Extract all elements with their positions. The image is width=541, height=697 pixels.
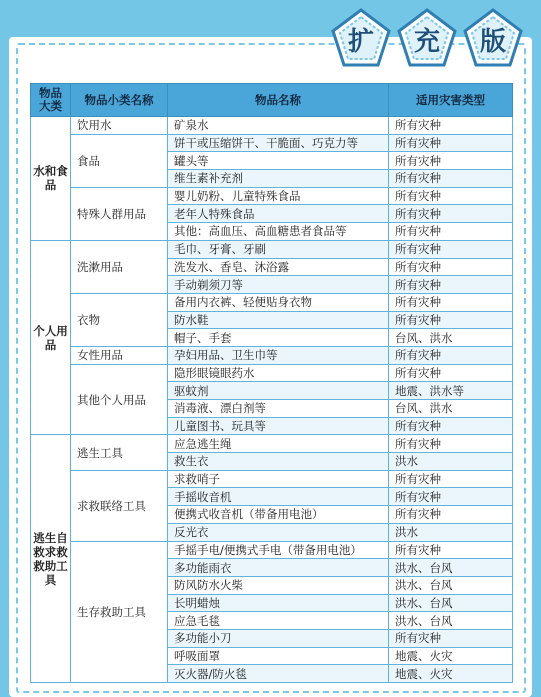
item-cell: 便携式收音机（带备用电池）: [168, 506, 389, 524]
disaster-type-cell: 所有灾种: [389, 240, 513, 258]
disaster-type-cell: 所有灾种: [389, 541, 513, 559]
item-cell: 救生衣: [168, 453, 389, 471]
table-row: [31, 346, 513, 364]
table-row: [31, 435, 513, 453]
header-category: 物品大类: [31, 84, 71, 117]
disaster-type-cell: 所有灾种: [389, 134, 513, 152]
item-cell: 帽子、手套: [168, 329, 389, 347]
subcategory-cell: 洗漱用品: [71, 240, 168, 293]
item-cell: 毛巾、牙膏、牙刷: [168, 240, 389, 258]
item-cell: 备用内衣裤、轻便贴身衣物: [168, 293, 389, 311]
table-row: [31, 364, 513, 382]
disaster-type-cell: 所有灾种: [389, 346, 513, 364]
table-row: [31, 134, 513, 152]
item-cell: 防风防水火柴: [168, 576, 389, 594]
disaster-type-cell: 所有灾种: [389, 506, 513, 524]
item-cell: 老年人特殊食品: [168, 205, 389, 223]
item-cell: 反光衣: [168, 523, 389, 541]
category-cell: 个人用品: [31, 240, 71, 435]
disaster-type-cell: 所有灾种: [389, 488, 513, 506]
disaster-type-cell: 地震、洪水等: [389, 382, 513, 400]
subcategory-cell: 其他个人用品: [71, 364, 168, 435]
item-cell: 呼吸面罩: [168, 647, 389, 665]
disaster-type-cell: 洪水、台风: [389, 612, 513, 630]
item-cell: 防水鞋: [168, 311, 389, 329]
disaster-type-cell: 所有灾种: [389, 170, 513, 188]
badge-2: [397, 8, 457, 68]
item-cell: 多功能小刀: [168, 629, 389, 647]
disaster-type-cell: 所有灾种: [389, 293, 513, 311]
item-cell: 孕妇用品、卫生巾等: [168, 346, 389, 364]
disaster-type-cell: 所有灾种: [389, 470, 513, 488]
disaster-type-cell: 所有灾种: [389, 364, 513, 382]
table-row: [31, 293, 513, 311]
item-cell: 手摇收音机: [168, 488, 389, 506]
item-cell: 维生素补充剂: [168, 170, 389, 188]
item-cell: 长明蜡烛: [168, 594, 389, 612]
disaster-type-cell: 洪水、台风: [389, 594, 513, 612]
edition-badges: [325, 4, 530, 70]
item-cell: 洗发水、香皂、沐浴露: [168, 258, 389, 276]
table-header-row: [31, 84, 513, 117]
item-cell: 求救哨子: [168, 470, 389, 488]
table-row: [31, 187, 513, 205]
disaster-type-cell: 洪水、台风: [389, 576, 513, 594]
category-cell: 逃生自救求救救助工具: [31, 435, 71, 683]
disaster-type-cell: 所有灾种: [389, 187, 513, 205]
item-cell: 灭火器/防火毯: [168, 665, 389, 683]
badge-char-2: 充: [413, 27, 440, 57]
subcategory-cell: 衣物: [71, 293, 168, 346]
subcategory-cell: 逃生工具: [71, 435, 168, 470]
disaster-type-cell: 所有灾种: [389, 258, 513, 276]
disaster-type-cell: 洪水、台风: [389, 559, 513, 577]
header-item: 物品名称: [168, 84, 389, 117]
disaster-type-cell: 所有灾种: [389, 629, 513, 647]
table-row: [31, 470, 513, 488]
item-cell: 饼干或压缩饼干、干脆面、巧克力等: [168, 134, 389, 152]
subcategory-cell: 饮用水: [71, 117, 168, 135]
table-row: [31, 240, 513, 258]
table-body: [31, 117, 513, 683]
disaster-type-cell: 地震、火灾: [389, 647, 513, 665]
disaster-type-cell: 洪水: [389, 523, 513, 541]
badge-char-3: 版: [479, 27, 506, 57]
item-cell: 手摇手电/便携式手电（带备用电池）: [168, 541, 389, 559]
subcategory-cell: 生存救助工具: [71, 541, 168, 683]
subcategory-cell: 求救联络工具: [71, 470, 168, 541]
header-disaster-type: 适用灾害类型: [389, 84, 513, 117]
disaster-type-cell: 所有灾种: [389, 435, 513, 453]
item-cell: 隐形眼镜眼药水: [168, 364, 389, 382]
item-cell: 其他：高血压、高血糖患者食品等: [168, 223, 389, 241]
item-cell: 儿童图书、玩具等: [168, 417, 389, 435]
disaster-type-cell: 所有灾种: [389, 117, 513, 135]
item-cell: 矿泉水: [168, 117, 389, 135]
subcategory-cell: 女性用品: [71, 346, 168, 364]
item-cell: 应急逃生绳: [168, 435, 389, 453]
badge-char-1: 扩: [347, 27, 374, 57]
item-cell: 罐头等: [168, 152, 389, 170]
item-cell: 多功能雨衣: [168, 559, 389, 577]
table-row: [31, 117, 513, 135]
disaster-type-cell: 所有灾种: [389, 276, 513, 294]
disaster-type-cell: 台风、洪水: [389, 329, 513, 347]
supplies-table: [30, 83, 513, 683]
disaster-type-cell: 地震、火灾: [389, 665, 513, 683]
disaster-type-cell: 所有灾种: [389, 223, 513, 241]
header-subcategory: 物品小类名称: [71, 84, 168, 117]
item-cell: 应急毛毯: [168, 612, 389, 630]
badge-1: [331, 8, 391, 68]
item-cell: 驱蚊剂: [168, 382, 389, 400]
subcategory-cell: 食品: [71, 134, 168, 187]
disaster-type-cell: 洪水: [389, 453, 513, 471]
disaster-type-cell: 所有灾种: [389, 205, 513, 223]
category-cell: 水和食品: [31, 117, 71, 241]
item-cell: 婴儿奶粉、儿童特殊食品: [168, 187, 389, 205]
disaster-type-cell: 所有灾种: [389, 417, 513, 435]
disaster-type-cell: 台风、洪水: [389, 400, 513, 418]
item-cell: 消毒液、漂白剂等: [168, 400, 389, 418]
disaster-type-cell: 所有灾种: [389, 311, 513, 329]
subcategory-cell: 特殊人群用品: [71, 187, 168, 240]
disaster-type-cell: 所有灾种: [389, 152, 513, 170]
item-cell: 手动剃须刀等: [168, 276, 389, 294]
table-row: [31, 541, 513, 559]
badge-3: [463, 8, 523, 68]
